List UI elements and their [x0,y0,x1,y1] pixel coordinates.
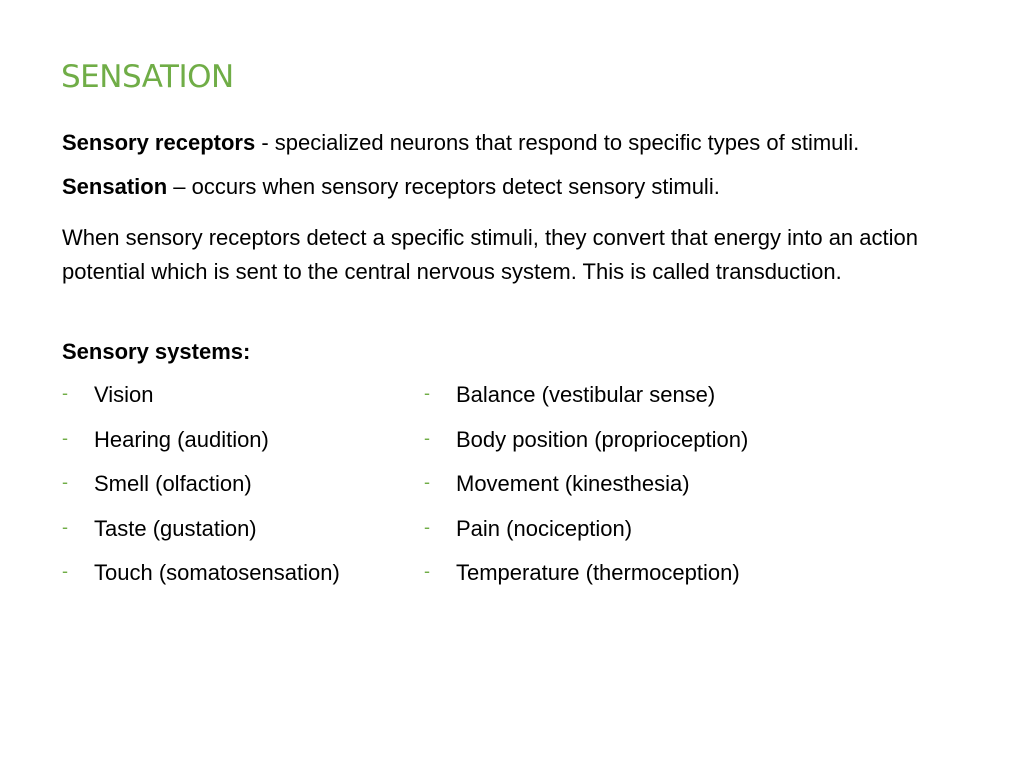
sensory-systems-heading: Sensory systems: [62,339,251,364]
list-item [62,423,340,468]
dash-bullet-icon: - [62,516,68,537]
list-item-label: Pain (nociception) [456,515,633,541]
definition-text: - specialized neurons that respond to specific types of stimuli. [255,130,860,155]
list-item-label: Hearing (audition) [94,426,269,452]
dash-bullet-icon: - [424,472,430,492]
list-item-label: Balance (vestibular sense) [456,382,716,407]
list-item [424,512,748,557]
list-item [62,378,340,423]
dash-bullet-icon: - [62,383,68,403]
list-item [424,423,748,468]
list-item-label: Movement (kinesthesia) [456,471,690,496]
list-item [62,512,340,557]
dash-bullet-icon: - [424,561,430,581]
definition-sensory-receptors [62,126,962,160]
list-item [62,556,340,601]
list-item [424,556,748,601]
dash-bullet-icon: - [424,427,430,448]
dash-bullet-icon: - [62,427,68,448]
list-item-label: Smell (olfaction) [94,471,252,496]
definition-sensation [62,170,962,204]
list-item [424,378,748,423]
list-item-label: Taste (gustation) [94,515,257,541]
list-item [424,467,748,512]
definition-term: Sensory receptors [62,130,256,155]
dash-bullet-icon: - [424,383,430,403]
definition-text: – occurs when sensory receptors detect sensory stimuli. [167,174,720,199]
sensory-systems-list-right [424,378,748,601]
list-item [62,467,340,512]
transduction-paragraph: When sensory receptors detect a specific stimuli, they convert that energy into an action potential which is sent to the central nervous system. This is called transduction. [62,225,918,284]
list-item-label: Body position (proprioception) [456,426,749,452]
dash-bullet-icon: - [62,472,68,492]
list-item-label: Touch (somatosensation) [94,560,340,585]
definition-term: Sensation [62,174,168,199]
dash-bullet-icon: - [424,516,430,537]
list-item-label: Temperature (thermoception) [456,560,740,585]
dash-bullet-icon: - [62,561,68,581]
sensory-systems-list-left [62,378,340,601]
slide-title: SENSATION [61,59,234,95]
list-item-label: Vision [94,382,154,407]
